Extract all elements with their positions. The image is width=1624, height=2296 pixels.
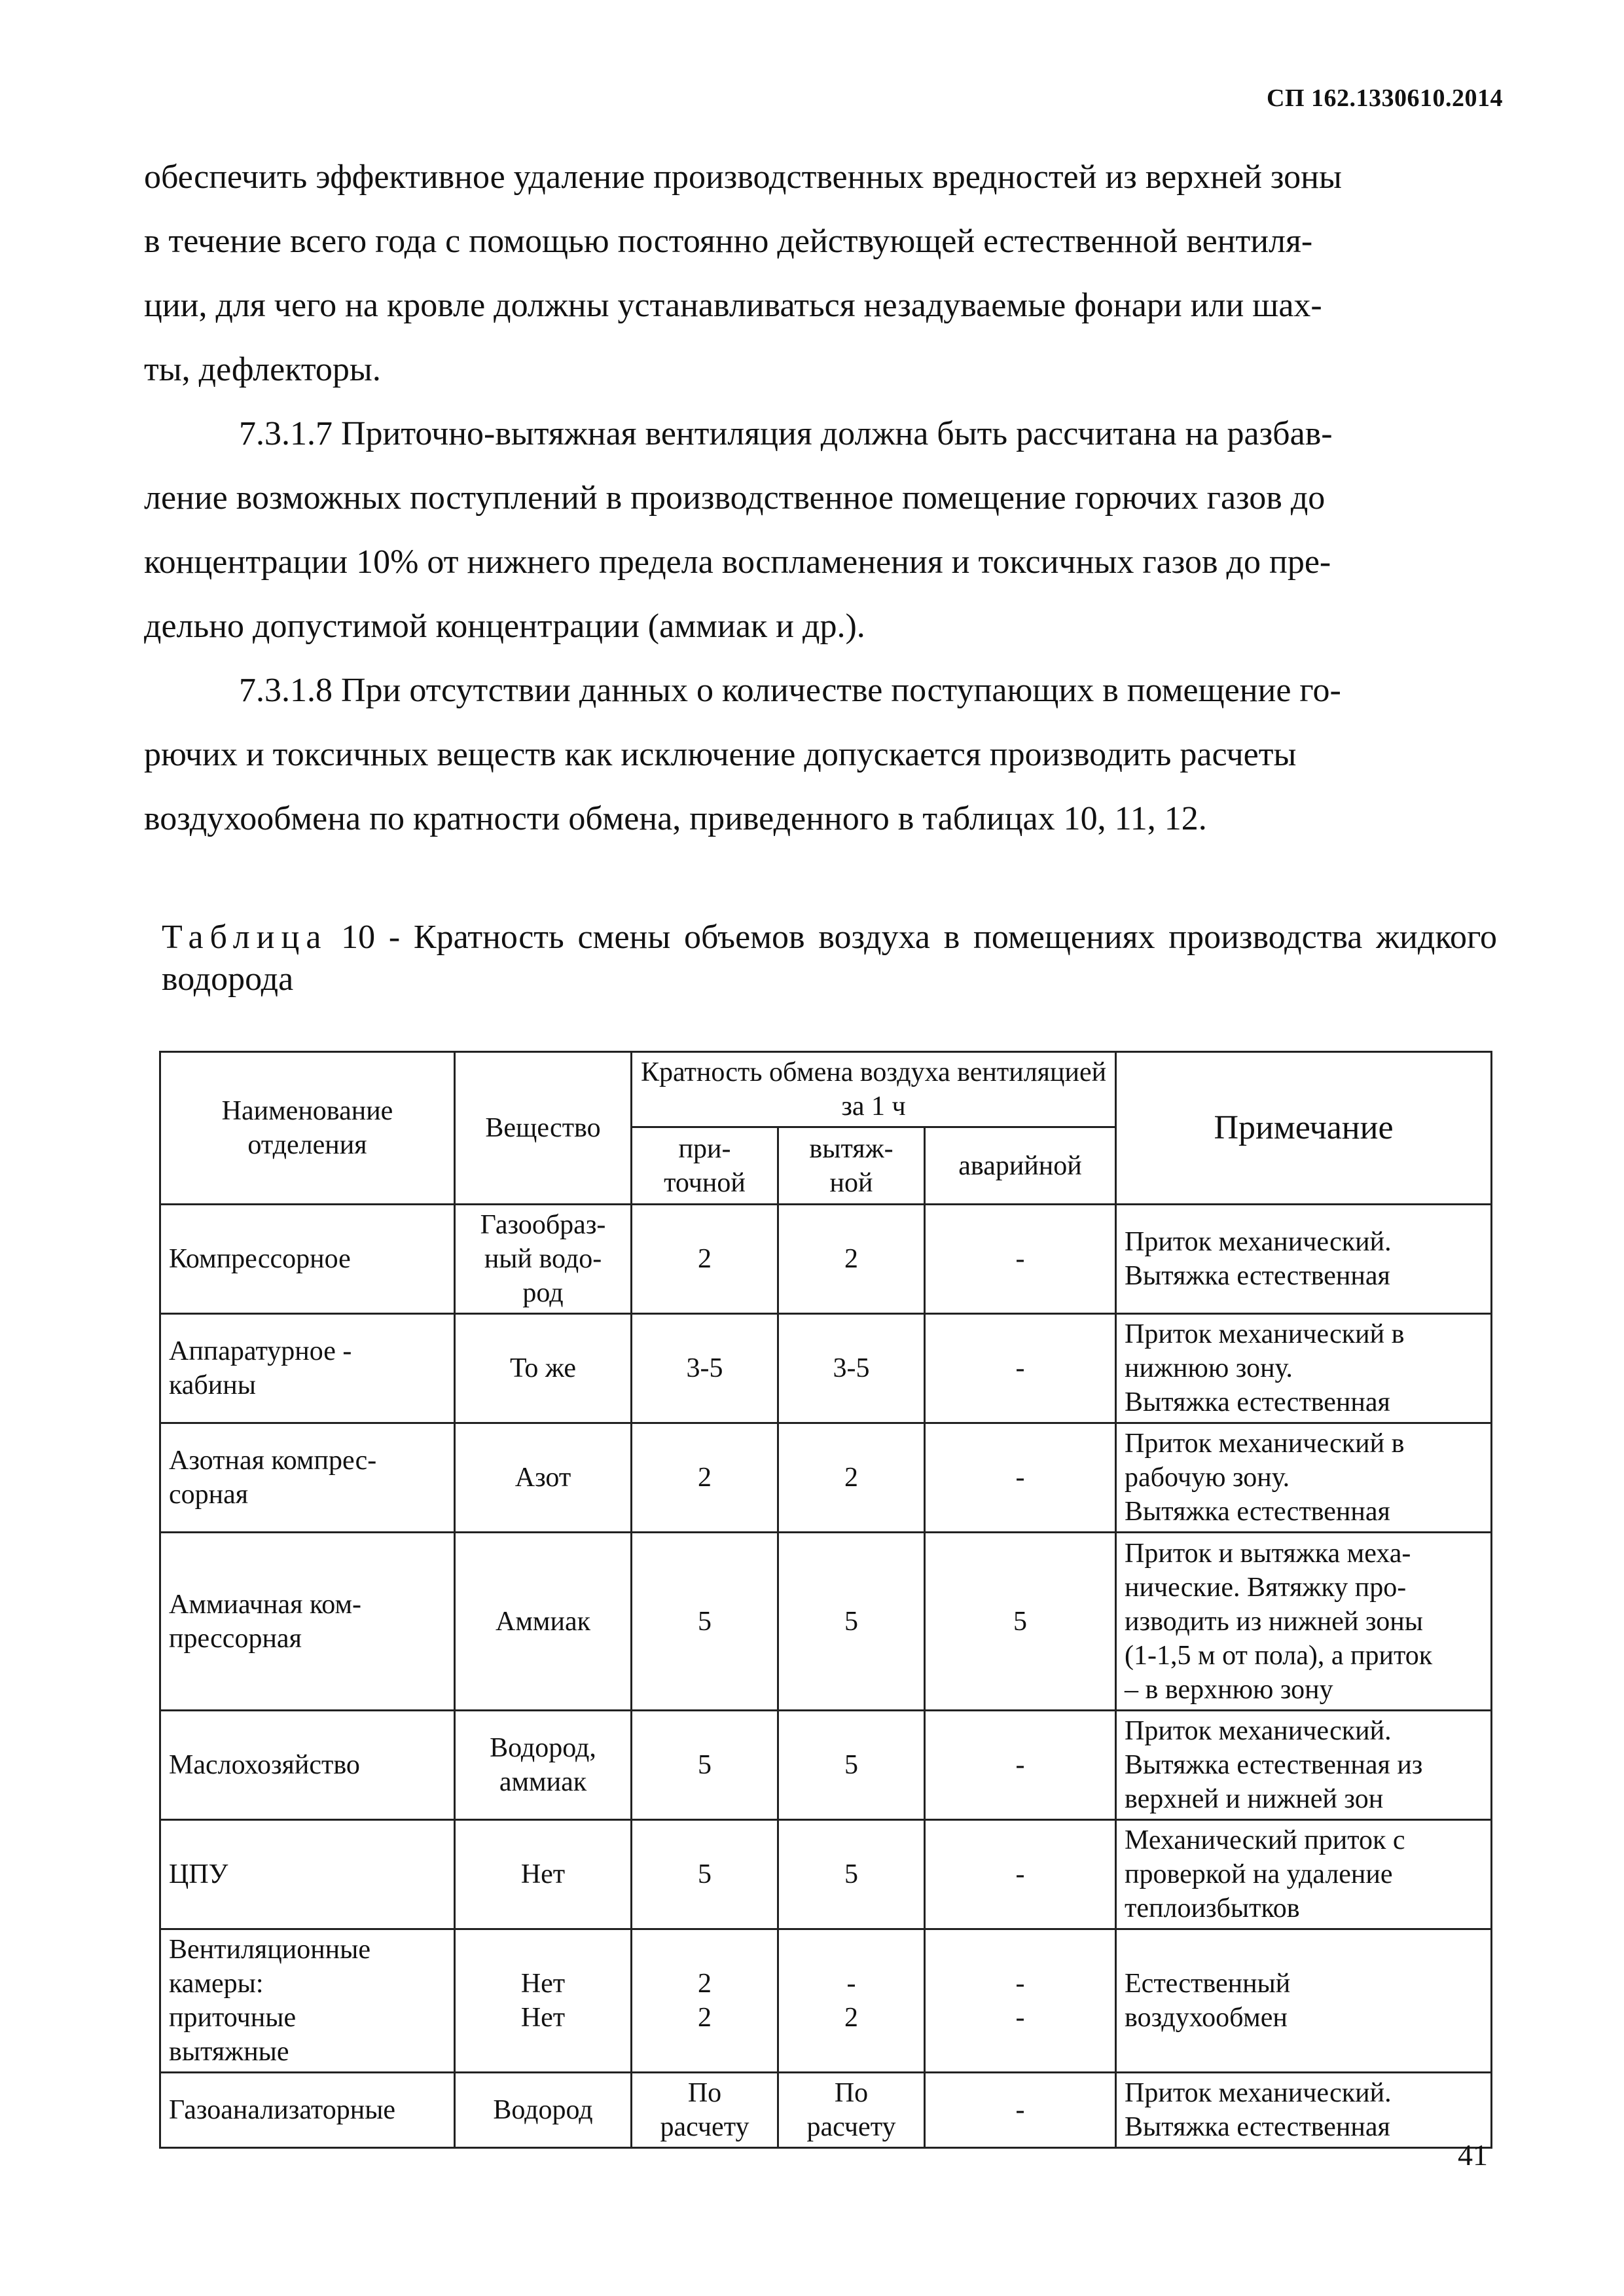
cell-exhaust: 5	[778, 1820, 925, 1929]
cell-exhaust: 3-5	[778, 1314, 925, 1423]
cell-note: Приток механический. Вытяжка естественная	[1116, 2073, 1492, 2148]
table-row	[160, 1314, 1492, 1423]
document-code: СП 162.1330610.2014	[1267, 84, 1503, 112]
cell-substance: Водород	[455, 2073, 632, 2148]
cell-note: Приток механический. Вытяжка естественная	[1116, 1205, 1492, 1314]
table-row	[160, 1205, 1492, 1314]
cell-department: Аммиачная ком- прессорная	[160, 1533, 455, 1711]
cell-supply: 5	[632, 1711, 778, 1820]
table-caption-text: 10 - Кратность смены объемов воздуха в помещениях производства жидкого водорода	[162, 919, 1497, 998]
cell-department: Аппаратурное - кабины	[160, 1314, 455, 1423]
cell-department: Вентиляционные камеры: приточные вытяжные	[160, 1929, 455, 2073]
cell-substance: Аммиак	[455, 1533, 632, 1711]
table-row	[160, 1929, 1492, 2073]
cell-substance: То же	[455, 1314, 632, 1423]
table-caption	[162, 917, 1497, 1000]
cell-department: Газоанализаторные	[160, 2073, 455, 2148]
cell-department: ЦПУ	[160, 1820, 455, 1929]
cell-exhaust: По расчету	[778, 2073, 925, 2148]
cell-substance: Нет	[455, 1820, 632, 1929]
cell-supply: 2	[632, 1205, 778, 1314]
cell-supply: 3-5	[632, 1314, 778, 1423]
cell-emergency: -	[925, 2073, 1116, 2148]
header-note: Примечание	[1116, 1052, 1492, 1205]
header-exchange-rate: Кратность обмена воздуха вентиляцией за 1 ч	[632, 1052, 1116, 1127]
cell-substance: Газообраз- ный водо- род	[455, 1205, 632, 1314]
text-line: ции, для чего на кровле должны устанавливаться незадуваемые фонари или шах-	[144, 287, 1322, 324]
cell-emergency: -	[925, 1711, 1116, 1820]
text-line: 7.3.1.7 Приточно-вытяжная вентиляция должна быть рассчитана на разбав-	[239, 415, 1333, 452]
cell-exhaust: - 2	[778, 1929, 925, 2073]
cell-emergency: 5	[925, 1533, 1116, 1711]
paragraph-continuation	[144, 145, 1492, 402]
text-line: воздухообмена по кратности обмена, приведенного в таблицах 10, 11, 12.	[144, 800, 1207, 837]
table-row	[160, 1533, 1492, 1711]
cell-exhaust: 2	[778, 1205, 925, 1314]
text-line: 7.3.1.8 При отсутствии данных о количестве поступающих в помещение го-	[239, 672, 1341, 709]
cell-department: Компрессорное	[160, 1205, 455, 1314]
table-row	[160, 1423, 1492, 1533]
cell-note: Приток механический в рабочую зону. Вытяжка естественная	[1116, 1423, 1492, 1533]
cell-emergency: -	[925, 1423, 1116, 1533]
header-emergency: аварийной	[925, 1127, 1116, 1205]
cell-substance: Азот	[455, 1423, 632, 1533]
cell-supply: 5	[632, 1820, 778, 1929]
cell-department: Азотная компрес- сорная	[160, 1423, 455, 1533]
text-line: рючих и токсичных веществ как исключение допускается производить расчеты	[144, 736, 1297, 773]
header-supply: при- точной	[632, 1127, 778, 1205]
cell-exhaust: 5	[778, 1711, 925, 1820]
cell-exhaust: 5	[778, 1533, 925, 1711]
header-department: Наименование отделения	[160, 1052, 455, 1205]
cell-note: Приток механический в нижнюю зону. Вытяжка естественная	[1116, 1314, 1492, 1423]
text-line: ты, дефлекторы.	[144, 351, 381, 388]
header-exhaust: вытяж- ной	[778, 1127, 925, 1205]
cell-note: Естественный воздухообмен	[1116, 1929, 1492, 2073]
text-line: обеспечить эффективное удаление производственных вредностей из верхней зоны	[144, 158, 1342, 196]
table-caption-word: Таблица	[162, 919, 328, 956]
paragraph-7-3-1-7	[144, 402, 1492, 659]
page-number: 41	[1458, 2138, 1488, 2172]
cell-emergency: -	[925, 1205, 1116, 1314]
cell-supply: 5	[632, 1533, 778, 1711]
body-text	[144, 145, 1492, 851]
cell-supply: 2	[632, 1423, 778, 1533]
paragraph-7-3-1-8	[144, 659, 1492, 851]
cell-substance: Нет Нет	[455, 1929, 632, 2073]
cell-substance: Водород, аммиак	[455, 1711, 632, 1820]
cell-note: Приток механический. Вытяжка естественная из верхней и нижней зон	[1116, 1711, 1492, 1820]
cell-note: Механический приток с проверкой на удаление теплоизбытков	[1116, 1820, 1492, 1929]
air-exchange-table	[159, 1051, 1492, 2149]
table-row	[160, 1820, 1492, 1929]
table-row	[160, 2073, 1492, 2148]
cell-supply: По расчету	[632, 2073, 778, 2148]
text-line: ление возможных поступлений в производственное помещение горючих газов до	[144, 479, 1326, 517]
text-line: дельно допустимой концентрации (аммиак и др.).	[144, 608, 865, 645]
cell-supply: 2 2	[632, 1929, 778, 2073]
text-line: концентрации 10% от нижнего предела воспламенения и токсичных газов до пре-	[144, 543, 1331, 581]
cell-emergency: -	[925, 1314, 1116, 1423]
table-row	[160, 1711, 1492, 1820]
header-substance: Вещество	[455, 1052, 632, 1205]
cell-exhaust: 2	[778, 1423, 925, 1533]
text-line: в течение всего года с помощью постоянно действующей естественной вентиля-	[144, 223, 1313, 260]
cell-emergency: -	[925, 1820, 1116, 1929]
cell-note: Приток и вытяжка меха- нические. Вятяжку про- изводить из нижней зоны (1-1,5 м от пола), а приток – в верхнюю зону	[1116, 1533, 1492, 1711]
cell-emergency: - -	[925, 1929, 1116, 2073]
cell-department: Маслохозяйство	[160, 1711, 455, 1820]
